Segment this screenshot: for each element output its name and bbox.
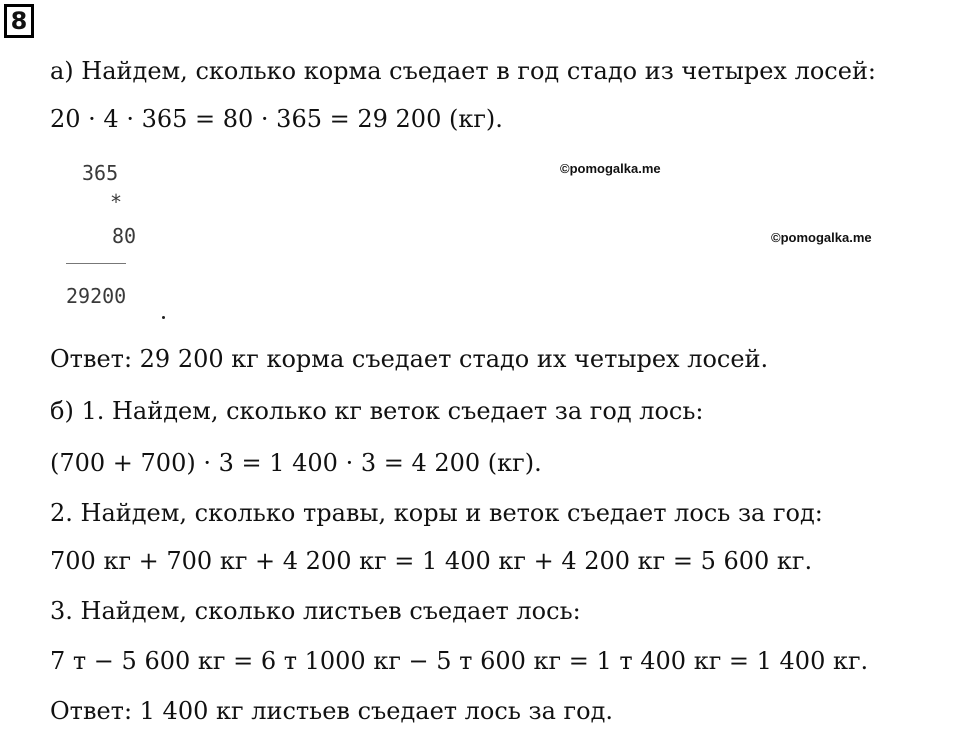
period-mark: [162, 316, 165, 319]
part-a-answer: Ответ: 29 200 кг корма съедает стадо их четырех лосей.: [50, 345, 769, 373]
part-b3-calculation: 7 т − 5 600 кг = 6 т 1000 кг − 5 т 600 кг = 1 т 400 кг = 1 400 кг.: [50, 647, 869, 675]
column-rule: [66, 263, 126, 264]
watermark-1: ©pomogalka.me: [560, 161, 661, 176]
part-b3-title: 3. Найдем, сколько листьев съедает лось:: [50, 597, 581, 625]
part-b2-title: 2. Найдем, сколько травы, коры и веток съедает лось за год:: [50, 499, 823, 527]
part-a-title: а) Найдем, сколько корма съедает в год стадо из четырех лосей:: [50, 57, 877, 85]
part-a-calculation: 20 · 4 · 365 = 80 · 365 = 29 200 (кг).: [50, 105, 503, 133]
part-b1-calculation: (700 + 700) · 3 = 1 400 · 3 = 4 200 (кг).: [50, 449, 542, 477]
task-number-badge: 8: [4, 4, 34, 38]
part-b2-calculation: 700 кг + 700 кг + 4 200 кг = 1 400 кг + 4 200 кг = 5 600 кг.: [50, 547, 813, 575]
multiplier: 80: [112, 224, 137, 248]
multiply-operator: *: [110, 190, 123, 214]
watermark-2: ©pomogalka.me: [771, 230, 872, 245]
multiplicand: 365: [82, 161, 119, 185]
multiplication-result: 29200: [66, 284, 127, 308]
part-b-answer: Ответ: 1 400 кг листьев съедает лось за год.: [50, 697, 613, 725]
part-b1-title: б) 1. Найдем, сколько кг веток съедает за год лось:: [50, 397, 704, 425]
